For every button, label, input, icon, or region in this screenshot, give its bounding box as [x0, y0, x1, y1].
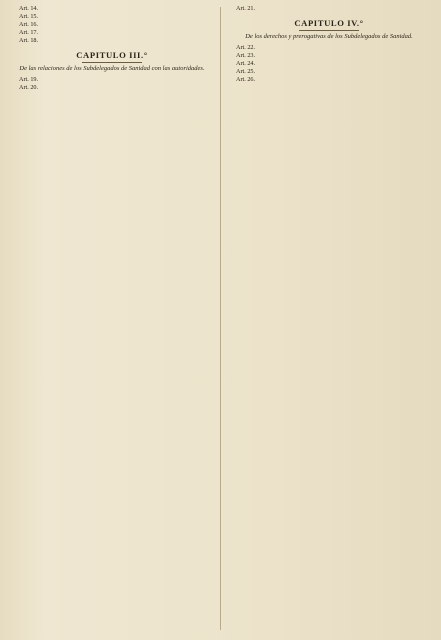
- article-24: Art. 24.: [236, 60, 256, 68]
- chapter-3-title: CAPITULO III.°: [76, 50, 148, 61]
- chapter-3-rule: [82, 62, 142, 63]
- chapter-3-heading: [10, 50, 214, 73]
- chapter-3-subtitle: De las relaciones de los Subdelegados de Sanidad con las autoridades.: [19, 65, 205, 73]
- left-column: [10, 5, 220, 634]
- chapter-4-title: CAPITULO IV.°: [294, 18, 364, 29]
- article-26: Art. 26.: [236, 76, 256, 84]
- article-15: Art. 15.: [19, 13, 39, 21]
- chapter-4-subtitle: De los derechos y prerogativas de los Subdelegados de Sanidad.: [245, 33, 413, 41]
- article-23: Art. 23.: [236, 52, 256, 60]
- chapter-4-rule: [299, 30, 359, 31]
- article-16: Art. 16.: [19, 21, 39, 29]
- article-17: Art. 17.: [19, 29, 39, 37]
- chapter-4-heading: [227, 18, 431, 41]
- article-18: Art. 18.: [19, 37, 39, 45]
- article-22: Art. 22.: [236, 44, 256, 52]
- article-21: Art. 21.: [236, 5, 256, 12]
- article-14: Art. 14.: [19, 5, 39, 12]
- article-25: Art. 25.: [236, 68, 256, 76]
- article-19: Art. 19.: [19, 76, 39, 84]
- right-column: [221, 5, 431, 634]
- article-20: Art. 20.: [19, 84, 39, 92]
